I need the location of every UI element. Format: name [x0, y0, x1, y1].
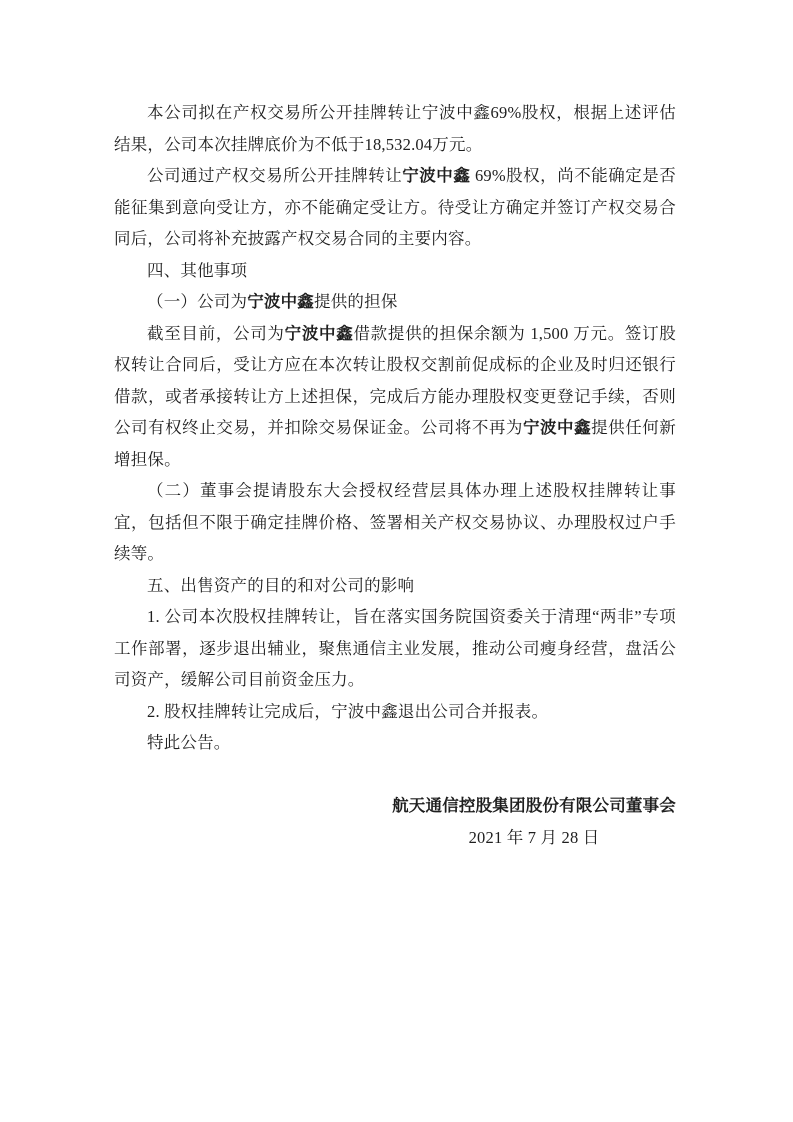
- paragraph-listing-price: 本公司拟在产权交易所公开挂牌转让宁波中鑫69%股权，根据上述评估结果，公司本次挂牌底价为不低于18,532.04万元。: [114, 103, 676, 154]
- announcement-body: [114, 97, 676, 853]
- text-run: 公司通过产权交易所公开挂牌转让: [147, 166, 403, 185]
- text-run: 借款提供的担保余额为 1,500 万元。签订股权转让合同后，受让方应在本次转让股权交割前促成标的企业及时归还银行借款，或者承接转让方上述担保，完成后方能办理股权变更登记手续，否则公司有权终止交易，并扣除交易保证金。公司将不再为: [114, 323, 676, 437]
- text-run: （一）公司为: [147, 292, 248, 311]
- text-run: 提供任何新增担保。: [114, 418, 676, 469]
- paragraph-transfer-uncertainty: [114, 160, 676, 255]
- closing-statement: 特此公告。: [147, 733, 231, 752]
- section-4-item1-heading: [114, 286, 676, 318]
- paragraph-consolidation-exit: 2. 股权挂牌转让完成后，宁波中鑫退出公司合并报表。: [147, 701, 549, 721]
- entity-name-bold: 宁波中鑫: [402, 166, 471, 185]
- paragraph-purpose: 1. 公司本次股权挂牌转让，旨在落实国务院国资委关于清理“两非”专项工作部署，逐步退出辅业，聚焦通信主业发展，推动公司瘦身经营，盘活公司资产，缓解公司目前资金压力。: [114, 607, 676, 689]
- paragraph-guarantee: [114, 318, 676, 476]
- signature-company: 航天通信控股集团股份有限公司董事会: [392, 796, 676, 815]
- paragraph-board-authorization: （二）董事会提请股东大会授权经营层具体办理上述股权挂牌转让事宜，包括但不限于确定挂牌价格、签署相关产权交易协议、办理股权过户手续等。: [114, 481, 676, 563]
- text-run: 提供的担保: [314, 292, 398, 311]
- entity-name-bold: 宁波中鑫: [522, 418, 592, 437]
- signature-date: 2021 年 7 月 28 日: [468, 827, 600, 847]
- text-run: 截至目前，公司为: [147, 323, 285, 343]
- section-4-heading: 四、其他事项: [147, 260, 248, 280]
- signature-block: [392, 790, 676, 853]
- section-5-heading: 五、出售资产的目的和对公司的影响: [147, 575, 415, 595]
- entity-name-bold: 宁波中鑫: [284, 323, 354, 343]
- entity-name-bold: 宁波中鑫: [247, 292, 315, 311]
- text-run: 69%股权，尚不能确定是否能征集到意向受让方，亦不能确定受让方。待受让方确定并签订产权交易合同后，公司将补充披露产权交易合同的主要内容。: [114, 166, 677, 248]
